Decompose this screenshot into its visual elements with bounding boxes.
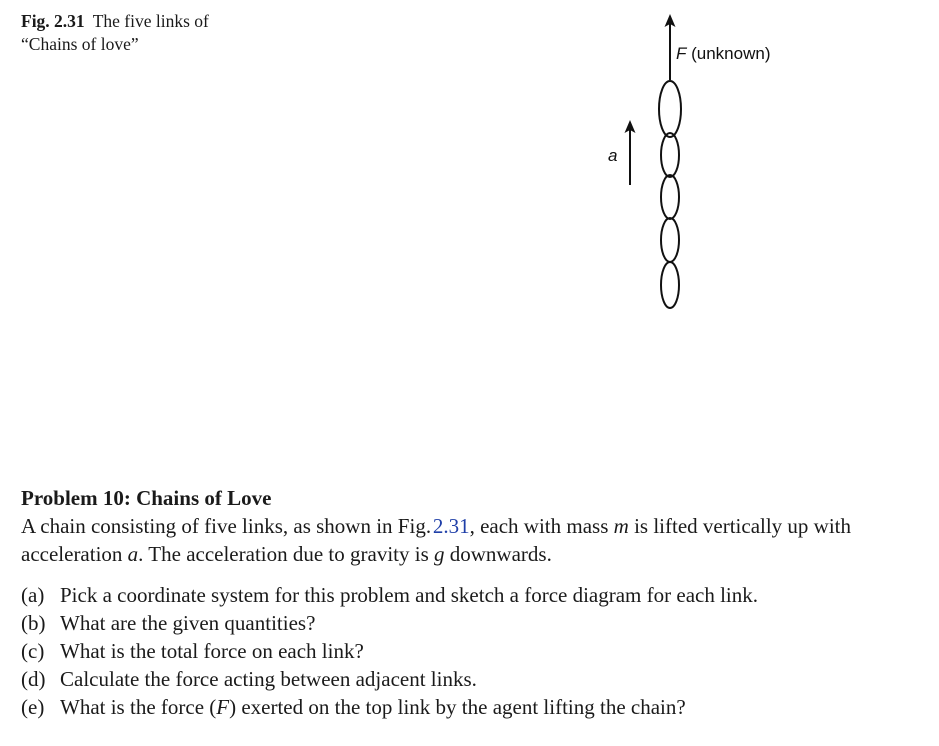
question-label: (d) [21, 667, 46, 691]
acceleration-label: a [608, 146, 618, 165]
problem-title: Problem 10: Chains of Love [21, 486, 272, 510]
var-m: m [613, 514, 629, 538]
question-text: Calculate the force acting between adjacent links. [60, 667, 477, 691]
figure-reference-link[interactable]: 2.31 [432, 514, 470, 538]
force-label-var: F [676, 44, 687, 63]
question-item [21, 581, 921, 609]
question-label: (a) [21, 583, 45, 607]
problem-text-part3: is lifted vertically up with acceleration [21, 514, 852, 566]
force-label-rest: (unknown) [686, 44, 771, 63]
question-item [21, 609, 921, 637]
chain-link-5 [661, 262, 679, 308]
problem-text-part5: downwards. [449, 542, 552, 566]
question-text-before: What is the force ( [60, 695, 217, 719]
question-item [21, 637, 921, 665]
problem-section [21, 484, 921, 721]
force-label [676, 44, 771, 63]
question-label: (c) [21, 639, 45, 663]
caption-line2: “Chains of love” [21, 34, 139, 54]
question-item [21, 665, 921, 693]
question-label: (e) [21, 695, 45, 719]
question-item [21, 693, 921, 721]
question-label: (b) [21, 611, 46, 635]
figure-label: Fig. 2.31 [21, 11, 85, 31]
question-text [60, 693, 785, 721]
var-f: F [216, 695, 230, 719]
chain-figure [0, 0, 939, 330]
problem-text-part4: . The acceleration due to gravity is [138, 542, 429, 566]
chain-link-2 [661, 133, 679, 177]
question-list [21, 581, 921, 721]
problem-text-part2: , each with mass [469, 514, 609, 538]
chain-link-3 [661, 175, 679, 219]
question-text: What are the given quantities? [60, 611, 316, 635]
problem-text-part1: A chain consisting of five links, as shown in Fig. [21, 514, 432, 538]
var-a: a [127, 542, 139, 566]
var-g: g [434, 542, 445, 566]
question-text: Pick a coordinate system for this problem and sketch a force diagram for each link. [60, 583, 759, 607]
problem-statement [21, 512, 921, 568]
chain-link-4 [661, 218, 679, 262]
question-text-after: ) exerted on the top link by the agent lifting the chain? [229, 695, 686, 719]
caption-line1: The five links of [92, 11, 209, 31]
question-text: What is the total force on each link? [60, 639, 364, 663]
chain-link-1 [659, 81, 681, 137]
